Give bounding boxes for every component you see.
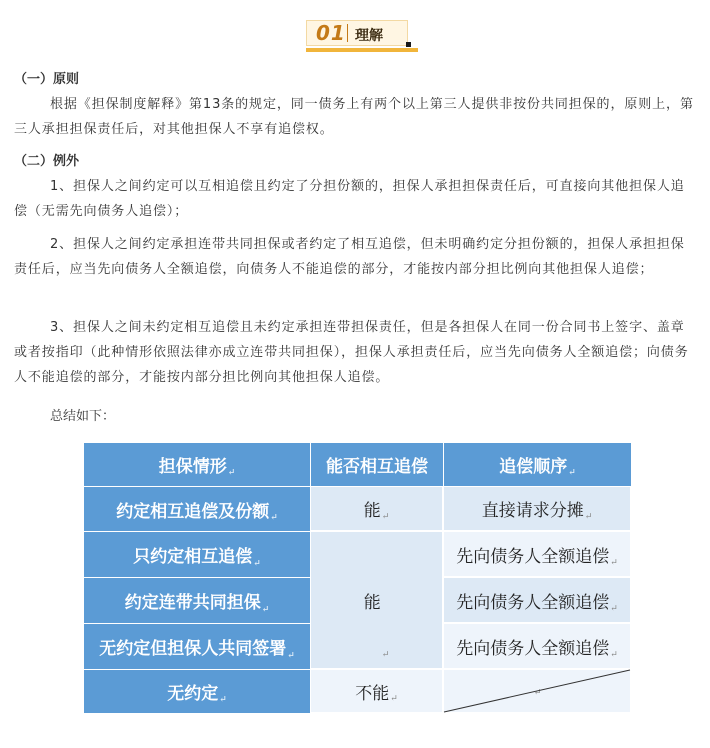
- section1-paragraph: 根据《担保制度解释》第13条的规定，同一债务上有两个以上第三人提供非按份共同担保的，原则上，第三人承担担保责任后，对其他担保人不享有追偿权。: [14, 97, 694, 137]
- table-row-situation: 约定相互追偿及份额 ↵: [84, 486, 310, 531]
- badge-dot: [406, 42, 411, 47]
- table-row-situation: 无约定但担保人共同签署 ↵: [84, 623, 310, 669]
- table-row-situation: 无约定 ↵: [84, 669, 310, 713]
- table-row-order: 先向债务人全额追偿 ↵: [443, 623, 631, 669]
- table-header-order: 追偿顺序 ↵: [443, 443, 631, 486]
- section-badge: [306, 20, 418, 52]
- badge-number: 01: [316, 21, 346, 45]
- table-row-order: 直接请求分摊 ↵: [443, 486, 631, 531]
- table-row-can: 不能 ↵: [310, 669, 443, 713]
- badge-separator: [347, 24, 348, 42]
- table-header-situation: 担保情形 ↵: [84, 443, 310, 486]
- badge-title: 理解: [355, 28, 383, 44]
- table-empty-order-cell: ↵: [443, 669, 631, 713]
- exception-item-3: 3、担保人之间未约定相互追偿且未约定承担连带担保责任，但是各担保人在同一份合同书上签字、盖章或者按指印（此种情形依照法律亦成立连带共同担保），担保人承担责任后，应当先向债务人全额追偿；向债务人不能追偿的部分，才能按内部分担比例向其他担保人追偿。: [14, 320, 689, 385]
- exception-item-1: 1、担保人之间约定可以互相追偿且约定了分担份额的，担保人承担担保责任后，可直接向其他担保人追偿（无需先向债务人追偿）；: [14, 179, 685, 219]
- summary-label: 总结如下：: [50, 409, 116, 424]
- section2-heading: （二）例外: [14, 154, 80, 169]
- table-row-order: 先向债务人全额追偿 ↵: [443, 577, 631, 623]
- table-row-situation: 约定连带共同担保 ↵: [84, 577, 310, 623]
- diagonal-line: [443, 669, 631, 713]
- table-row-situation: 只约定相互追偿 ↵: [84, 531, 310, 577]
- exception-item-2: 2、担保人之间约定承担连带共同担保或者约定了相互追偿，但未明确约定分担份额的，担保人承担担保责任后，应当先向债务人全额追偿，向债务人不能追偿的部分，才能按内部分担比例向其他担保人追偿；: [14, 237, 685, 277]
- table-merged-can: 能 ↵: [310, 531, 443, 669]
- table-row-order: 先向债务人全额追偿 ↵: [443, 531, 631, 577]
- badge-underline: [306, 48, 418, 52]
- table-row-can: 能 ↵: [310, 486, 443, 531]
- section1-heading: （一）原则: [14, 72, 80, 87]
- table-header-can: 能否相互追偿: [310, 443, 443, 486]
